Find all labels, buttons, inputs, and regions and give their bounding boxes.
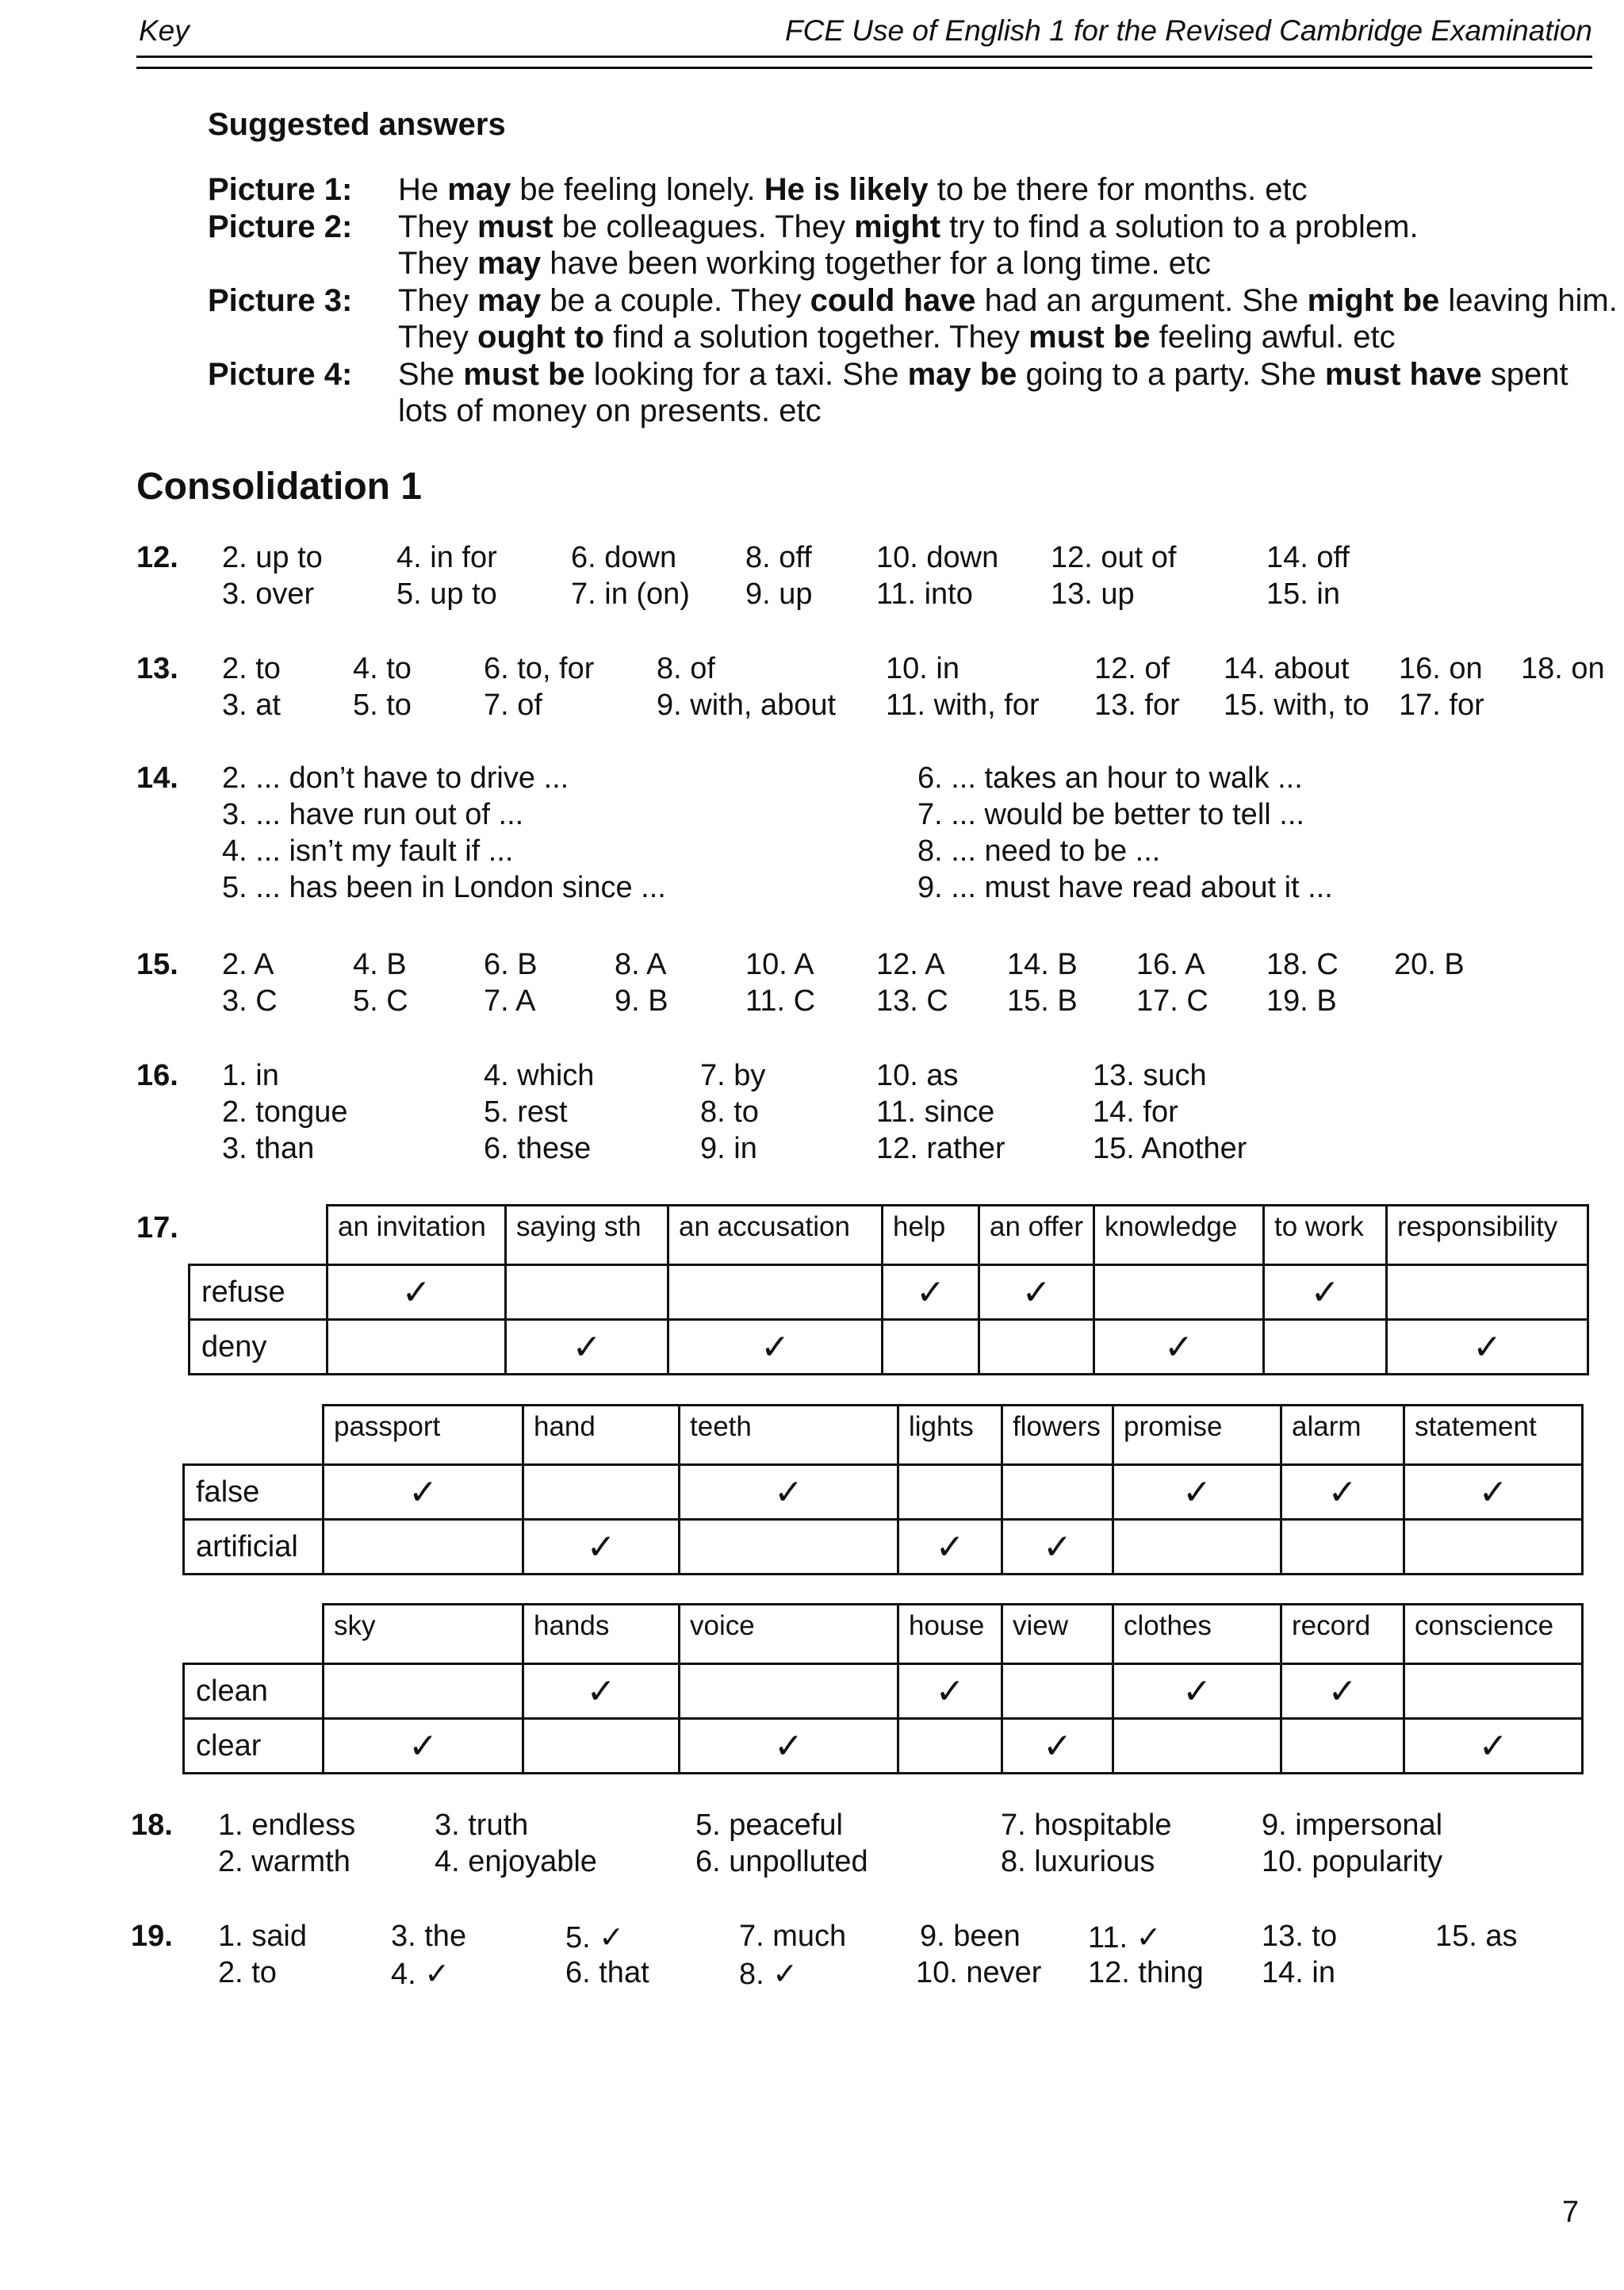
tick-mark: ✓ bbox=[979, 1265, 1094, 1320]
q14-item: 5. ... has been in London since ... bbox=[222, 871, 666, 904]
q14-number: 14. bbox=[136, 761, 178, 795]
q15-item: 13. C bbox=[876, 984, 948, 1018]
q12-number: 12. bbox=[136, 541, 178, 574]
q16-item: 4. which bbox=[484, 1059, 595, 1092]
header-left: Key bbox=[139, 14, 190, 47]
q15-item: 4. B bbox=[353, 948, 407, 981]
empty-cell bbox=[327, 1320, 506, 1375]
column-header: passport bbox=[324, 1406, 523, 1465]
q13-item: 3. at bbox=[222, 689, 281, 722]
q19-item: 13. to bbox=[1262, 1920, 1338, 1953]
empty-cell bbox=[1113, 1520, 1281, 1575]
picture-4-label: Picture 4: bbox=[208, 357, 353, 392]
q19-number: 19. bbox=[131, 1920, 173, 1953]
empty-cell bbox=[883, 1320, 979, 1375]
column-header: house bbox=[898, 1605, 1002, 1664]
column-header: knowledge bbox=[1094, 1206, 1264, 1265]
tick-mark: ✓ bbox=[523, 1520, 680, 1575]
q12-item: 12. out of bbox=[1051, 541, 1177, 574]
q16-item: 8. to bbox=[700, 1095, 759, 1129]
q16-item: 5. rest bbox=[484, 1095, 568, 1129]
q12-item: 7. in (on) bbox=[571, 577, 690, 611]
empty-cell bbox=[324, 1664, 523, 1719]
table-corner bbox=[190, 1206, 327, 1265]
q13-item: 8. of bbox=[657, 652, 715, 685]
header-rule-bottom bbox=[136, 67, 1592, 69]
empty-cell bbox=[324, 1520, 523, 1575]
q16-item: 11. since bbox=[876, 1095, 995, 1129]
empty-cell bbox=[1264, 1320, 1387, 1375]
picture-2-text: They must be colleagues. They might try to find a solution to a problem. They may have been working together for a long time. etc bbox=[398, 209, 1419, 281]
column-header: promise bbox=[1113, 1406, 1281, 1465]
empty-cell bbox=[1404, 1664, 1583, 1719]
tick-mark: ✓ bbox=[1281, 1465, 1404, 1520]
row-label: refuse bbox=[190, 1265, 327, 1320]
column-header: to work bbox=[1264, 1206, 1387, 1265]
q15-item: 17. C bbox=[1136, 984, 1208, 1018]
empty-cell bbox=[680, 1520, 898, 1575]
q18-item: 8. luxurious bbox=[1001, 1845, 1155, 1878]
picture-3-text: They may be a couple. They could have had an argument. She might be leaving him. They ought to find a solution together. They must be feeling awful. etc bbox=[398, 283, 1618, 355]
q16-item: 3. than bbox=[222, 1132, 315, 1165]
empty-cell bbox=[680, 1664, 898, 1719]
tick-mark: ✓ bbox=[898, 1520, 1002, 1575]
q14-item: 6. ... takes an hour to walk ... bbox=[917, 761, 1303, 795]
empty-cell bbox=[1094, 1265, 1264, 1320]
q18-item: 6. unpolluted bbox=[695, 1845, 868, 1878]
q15-item: 7. A bbox=[484, 984, 536, 1018]
q17-table-refuse-deny bbox=[188, 1204, 1589, 1375]
column-header: teeth bbox=[680, 1406, 898, 1465]
column-header: clothes bbox=[1113, 1605, 1281, 1664]
q15-item: 20. B bbox=[1394, 948, 1465, 981]
q15-item: 2. A bbox=[222, 948, 274, 981]
table-corner bbox=[184, 1406, 324, 1465]
column-header: record bbox=[1281, 1605, 1404, 1664]
q18-item: 4. enjoyable bbox=[435, 1845, 597, 1878]
q19-item: 15. as bbox=[1435, 1920, 1518, 1953]
q19-item: 10. never bbox=[916, 1956, 1042, 1989]
q12-item: 2. up to bbox=[222, 541, 323, 574]
q13-item: 4. to bbox=[353, 652, 412, 685]
picture-4-text: She must be looking for a taxi. She may be going to a party. She must have spent lots of money on presents. etc bbox=[398, 357, 1568, 428]
q12-item: 15. in bbox=[1266, 577, 1340, 611]
column-header: statement bbox=[1404, 1406, 1583, 1465]
q15-item: 16. A bbox=[1136, 948, 1205, 981]
tick-mark: ✓ bbox=[1002, 1520, 1113, 1575]
q12-item: 6. down bbox=[571, 541, 677, 574]
q15-item: 19. B bbox=[1266, 984, 1337, 1018]
q13-item: 7. of bbox=[484, 689, 542, 722]
q12-item: 5. up to bbox=[396, 577, 497, 611]
tick-mark: ✓ bbox=[898, 1664, 1002, 1719]
q18-item: 2. warmth bbox=[218, 1845, 350, 1878]
q13-item: 14. about bbox=[1224, 652, 1350, 685]
q16-item: 9. in bbox=[700, 1132, 757, 1165]
q16-number: 16. bbox=[136, 1059, 178, 1092]
empty-cell bbox=[1002, 1465, 1113, 1520]
q13-item: 12. of bbox=[1094, 652, 1170, 685]
q16-item: 10. as bbox=[876, 1059, 959, 1092]
q15-item: 11. C bbox=[745, 984, 816, 1018]
empty-cell bbox=[1404, 1520, 1583, 1575]
q19-item: 11. ✓ bbox=[1088, 1921, 1162, 1954]
q17-table-clean-clear bbox=[182, 1603, 1584, 1774]
row-label: artificial bbox=[184, 1520, 324, 1575]
tick-mark: ✓ bbox=[506, 1320, 668, 1375]
q12-item: 14. off bbox=[1266, 541, 1350, 574]
empty-cell bbox=[1113, 1719, 1281, 1774]
column-header: sky bbox=[324, 1605, 523, 1664]
picture-2-label: Picture 2: bbox=[208, 209, 353, 244]
tick-mark: ✓ bbox=[1002, 1719, 1113, 1774]
row-label: false bbox=[184, 1465, 324, 1520]
q12-item: 4. in for bbox=[396, 541, 497, 574]
q13-item: 17. for bbox=[1399, 689, 1484, 722]
column-header: an accusation bbox=[668, 1206, 883, 1265]
q18-item: 10. popularity bbox=[1262, 1845, 1443, 1878]
empty-cell bbox=[898, 1719, 1002, 1774]
empty-cell bbox=[898, 1465, 1002, 1520]
column-header: responsibility bbox=[1387, 1206, 1588, 1265]
column-header: lights bbox=[898, 1406, 1002, 1465]
column-header: voice bbox=[680, 1605, 898, 1664]
page-number: 7 bbox=[1562, 2196, 1580, 2229]
picture-1-text: He may be feeling lonely. He is likely to be there for months. etc bbox=[398, 172, 1308, 207]
q19-item: 2. to bbox=[218, 1956, 277, 1989]
table-corner bbox=[184, 1605, 324, 1664]
q13-item: 15. with, to bbox=[1224, 689, 1369, 722]
row-label: clean bbox=[184, 1664, 324, 1719]
q18-item: 7. hospitable bbox=[1001, 1809, 1172, 1842]
q16-item: 12. rather bbox=[876, 1132, 1005, 1165]
q18-item: 1. endless bbox=[218, 1809, 356, 1842]
q13-item: 11. with, for bbox=[886, 689, 1040, 722]
suggested-title: Suggested answers bbox=[208, 107, 506, 142]
tick-mark: ✓ bbox=[324, 1465, 523, 1520]
q12-item: 9. up bbox=[745, 577, 813, 611]
q18-number: 18. bbox=[131, 1809, 173, 1842]
column-header: help bbox=[883, 1206, 979, 1265]
q14-item: 9. ... must have read about it ... bbox=[917, 871, 1333, 904]
q18-item: 5. peaceful bbox=[695, 1809, 843, 1842]
q13-item: 10. in bbox=[886, 652, 959, 685]
q17-number: 17. bbox=[136, 1211, 178, 1245]
q15-item: 3. C bbox=[222, 984, 278, 1018]
column-header: conscience bbox=[1404, 1605, 1583, 1664]
picture-3-label: Picture 3: bbox=[208, 283, 353, 318]
tick-mark: ✓ bbox=[1404, 1465, 1583, 1520]
q17-table-false-artificial bbox=[182, 1404, 1584, 1575]
tick-mark: ✓ bbox=[883, 1265, 979, 1320]
column-header: hands bbox=[523, 1605, 680, 1664]
q16-item: 6. these bbox=[484, 1132, 592, 1165]
empty-cell bbox=[1281, 1520, 1404, 1575]
q15-item: 10. A bbox=[745, 948, 814, 981]
row-label: deny bbox=[190, 1320, 327, 1375]
column-header: hand bbox=[523, 1406, 680, 1465]
empty-cell bbox=[668, 1265, 883, 1320]
column-header: flowers bbox=[1002, 1406, 1113, 1465]
q15-item: 14. B bbox=[1007, 948, 1078, 981]
row-label: clear bbox=[184, 1719, 324, 1774]
q19-item: 1. said bbox=[218, 1920, 307, 1953]
q13-item: 9. with, about bbox=[657, 689, 837, 722]
q16-item: 14. for bbox=[1093, 1095, 1178, 1129]
q16-item: 15. Another bbox=[1093, 1132, 1247, 1165]
q14-item: 2. ... don’t have to drive ... bbox=[222, 761, 569, 795]
q15-number: 15. bbox=[136, 948, 178, 981]
q14-item: 8. ... need to be ... bbox=[917, 834, 1161, 868]
q19-item: 12. thing bbox=[1088, 1956, 1204, 1989]
q13-item: 18. on bbox=[1521, 652, 1605, 685]
tick-mark: ✓ bbox=[680, 1719, 898, 1774]
q18-item: 9. impersonal bbox=[1262, 1809, 1443, 1842]
tick-mark: ✓ bbox=[668, 1320, 883, 1375]
tick-mark: ✓ bbox=[1094, 1320, 1264, 1375]
q13-item: 16. on bbox=[1399, 652, 1483, 685]
tick-mark: ✓ bbox=[1113, 1465, 1281, 1520]
header-rule-top bbox=[136, 56, 1592, 58]
q15-item: 6. B bbox=[484, 948, 538, 981]
q19-item: 5. ✓ bbox=[565, 1921, 625, 1954]
tick-mark: ✓ bbox=[1404, 1719, 1583, 1774]
q14-item: 7. ... would be better to tell ... bbox=[917, 798, 1304, 831]
tick-mark: ✓ bbox=[1264, 1265, 1387, 1320]
q13-item: 2. to bbox=[222, 652, 281, 685]
q14-item: 3. ... have run out of ... bbox=[222, 798, 524, 831]
q15-item: 18. C bbox=[1266, 948, 1339, 981]
header-right: FCE Use of English 1 for the Revised Cambridge Examination bbox=[785, 14, 1592, 47]
q12-item: 8. off bbox=[745, 541, 812, 574]
tick-mark: ✓ bbox=[1387, 1320, 1588, 1375]
q15-item: 15. B bbox=[1007, 984, 1078, 1018]
q19-item: 7. much bbox=[739, 1920, 847, 1953]
tick-mark: ✓ bbox=[1281, 1664, 1404, 1719]
empty-cell bbox=[523, 1465, 680, 1520]
column-header: saying sth bbox=[506, 1206, 668, 1265]
empty-cell bbox=[523, 1719, 680, 1774]
consolidation-title: Consolidation 1 bbox=[136, 466, 422, 508]
empty-cell bbox=[979, 1320, 1094, 1375]
q12-item: 11. into bbox=[876, 577, 973, 611]
q19-item: 4. ✓ bbox=[391, 1958, 450, 1991]
picture-1-label: Picture 1: bbox=[208, 172, 353, 207]
q12-item: 10. down bbox=[876, 541, 999, 574]
empty-cell bbox=[1002, 1664, 1113, 1719]
tick-mark: ✓ bbox=[327, 1265, 506, 1320]
q12-item: 13. up bbox=[1051, 577, 1135, 611]
q13-item: 5. to bbox=[353, 689, 412, 722]
tick-mark: ✓ bbox=[1113, 1664, 1281, 1719]
tick-mark: ✓ bbox=[680, 1465, 898, 1520]
q19-item: 9. been bbox=[920, 1920, 1021, 1953]
q19-item: 14. in bbox=[1262, 1956, 1335, 1989]
q14-item: 4. ... isn’t my fault if ... bbox=[222, 834, 514, 868]
empty-cell bbox=[506, 1265, 668, 1320]
q13-item: 13. for bbox=[1094, 689, 1180, 722]
column-header: view bbox=[1002, 1605, 1113, 1664]
tick-mark: ✓ bbox=[324, 1719, 523, 1774]
q13-item: 6. to, for bbox=[484, 652, 595, 685]
column-header: an offer bbox=[979, 1206, 1094, 1265]
q18-item: 3. truth bbox=[435, 1809, 529, 1842]
q12-item: 3. over bbox=[222, 577, 315, 611]
q19-item: 3. the bbox=[391, 1920, 467, 1953]
q15-item: 5. C bbox=[353, 984, 408, 1018]
q19-item: 8. ✓ bbox=[739, 1958, 799, 1991]
q19-item: 6. that bbox=[565, 1956, 649, 1989]
column-header: an invitation bbox=[327, 1206, 506, 1265]
q15-item: 12. A bbox=[876, 948, 945, 981]
q15-item: 9. B bbox=[615, 984, 668, 1018]
q13-number: 13. bbox=[136, 652, 178, 685]
column-header: alarm bbox=[1281, 1406, 1404, 1465]
empty-cell bbox=[1387, 1265, 1588, 1320]
q16-item: 1. in bbox=[222, 1059, 279, 1092]
q16-item: 2. tongue bbox=[222, 1095, 348, 1129]
tick-mark: ✓ bbox=[523, 1664, 680, 1719]
q16-item: 13. such bbox=[1093, 1059, 1207, 1092]
q16-item: 7. by bbox=[700, 1059, 766, 1092]
empty-cell bbox=[1281, 1719, 1404, 1774]
q15-item: 8. A bbox=[615, 948, 667, 981]
